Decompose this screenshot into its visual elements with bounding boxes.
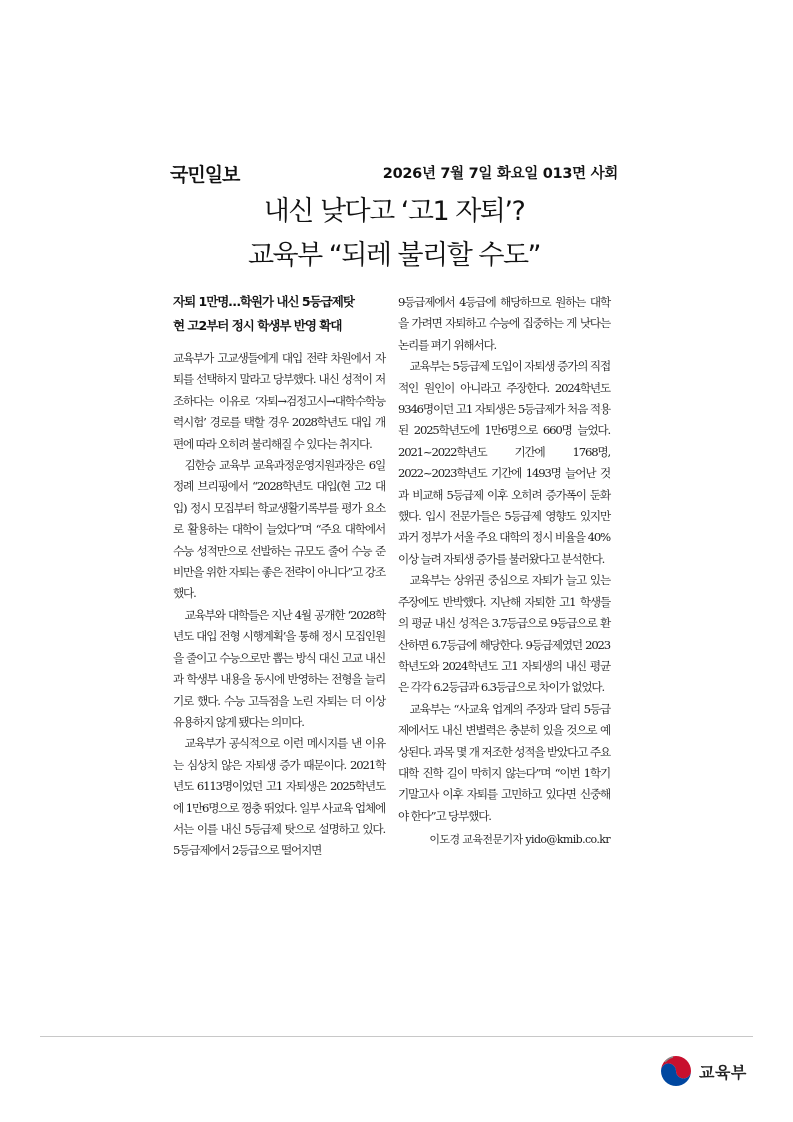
paragraph: 9등급제에서 4등급에 해당하므로 원하는 대학을 가려면 자퇴하고 수능에 집중하는 게 낫다는 논리를 펴기 위해서다. [398, 295, 610, 352]
paragraph: 김한승 교육부 교육과정운영지원과장은 6일 정례 브리핑에서 “2028학년도 대입(현 고2 대입) 정시 모집부터 학교생활기록부를 평가 요소로 활용하는 대학이 늘었다”며 “주요 대학에서 수능 성적만으로 선발하는 규모도 줄어 수능 준비만을 위한 자퇴는 좋은 전략이 아니다”고 강조했다. [173, 458, 385, 601]
subheadline-line-1: 자퇴 1만명…학원가 내신 5등급제탓 [173, 294, 354, 309]
subheadline-line-2: 현 고2부터 정시 학생부 반영 확대 [173, 318, 342, 333]
ministry-logo [657, 1050, 757, 1094]
ministry-name: 교육부 [699, 1063, 747, 1082]
headline-line-2: 교육부 “되레 불리할 수도” [247, 240, 541, 271]
paragraph: 교육부가 고교생들에게 대입 전략 차원에서 자퇴를 선택하지 말라고 당부했다. 내신 성적이 저조하다는 이유로 ‘자퇴→검정고시→대학수학능력시험’ 경로를 택할 경우 2028학년도 대입 개편에 따라 오히려 불리해질 수 있다는 취지다. [173, 351, 385, 451]
paragraph: 교육부는 “사교육 업계의 주장과 달리 5등급제에서도 내신 변별력은 충분히 있을 것으로 예상된다. 과목 몇 개 저조한 성적을 받았다고 주요 대학 진학 길이 막히지 않는다”며 “이번 1학기 기말고사 이후 자퇴를 고민하고 있다면 신중해야 한다”고 당부했다. [398, 701, 610, 823]
edition-info: 2026년 7월 7일 화요일 013면 사회 [382, 166, 618, 182]
footer-divider [40, 1036, 753, 1037]
newspaper-name: 국민일보 [170, 164, 240, 186]
paragraph: 교육부는 상위권 중심으로 자퇴가 늘고 있는 주장에도 반박했다. 지난해 자퇴한 고1 학생들의 평균 내신 성적은 3.7등급으로 9등급으로 환산하면 6.7등급에 해당한다. 9등급제였던 2023학년도와 2024학년도 고1 자퇴생의 내신 평균은 각각 6.2등급과 6.3등급으로 차이가 없었다. [398, 573, 610, 695]
masthead [170, 160, 618, 184]
paragraph: 교육부와 대학들은 지난 4월 공개한 ‘2028학년도 대입 전형 시행계획’을 통해 정시 모집인원을 줄이고 수능으로만 뽑는 방식 대신 고교 내신과 학생부 내용을 동시에 반영하는 전형을 늘리기로 했다. 수능 고득점을 노린 자퇴는 더 이상 유용하지 않게 됐다는 의미다. [173, 607, 385, 729]
headline [170, 190, 618, 278]
headline-line-1: 내신 낮다고 ‘고1 자퇴’? [263, 196, 525, 227]
paragraph: 교육부가 공식적으로 이런 메시지를 낸 이유는 심상치 않은 자퇴생 증가 때문이다. 2021학년도 6113명이었던 고1 자퇴생은 2025학년도에 1만6명으로 껑충 뛰었다. 일부 사교육 업체에서는 이를 내신 5등급제 탓으로 설명하고 있다. 5등급제에서 2등급으로 떨어지면 [173, 736, 385, 858]
article-column-right [398, 292, 610, 851]
byline: 이도경 교육전문기자 yido@kmib.co.kr [429, 833, 610, 847]
paragraph: 교육부는 5등급제 도입이 자퇴생 증가의 직접적인 원인이 아니라고 주장한다. 2024학년도 9346명이던 고1 자퇴생은 5등급제가 처음 적용된 2025학년도에 1만6명으로 660명 늘었다. 2021~2022학년도 기간에 1768명, 2022~2023학년도 기간에 1493명 늘어난 것과 비교해 5등급제 이후 오히려 증가폭이 둔화했다. 입시 전문가들은 5등급제 영향도 있지만 과거 정부가 서울 주요 대학의 정시 비율을 40% 이상 늘려 자퇴생 증가를 불러왔다고 분석한다. [398, 359, 610, 566]
subheadline [173, 290, 385, 338]
taegeuk-emblem-icon [657, 1052, 695, 1090]
article-column-left [173, 290, 385, 862]
